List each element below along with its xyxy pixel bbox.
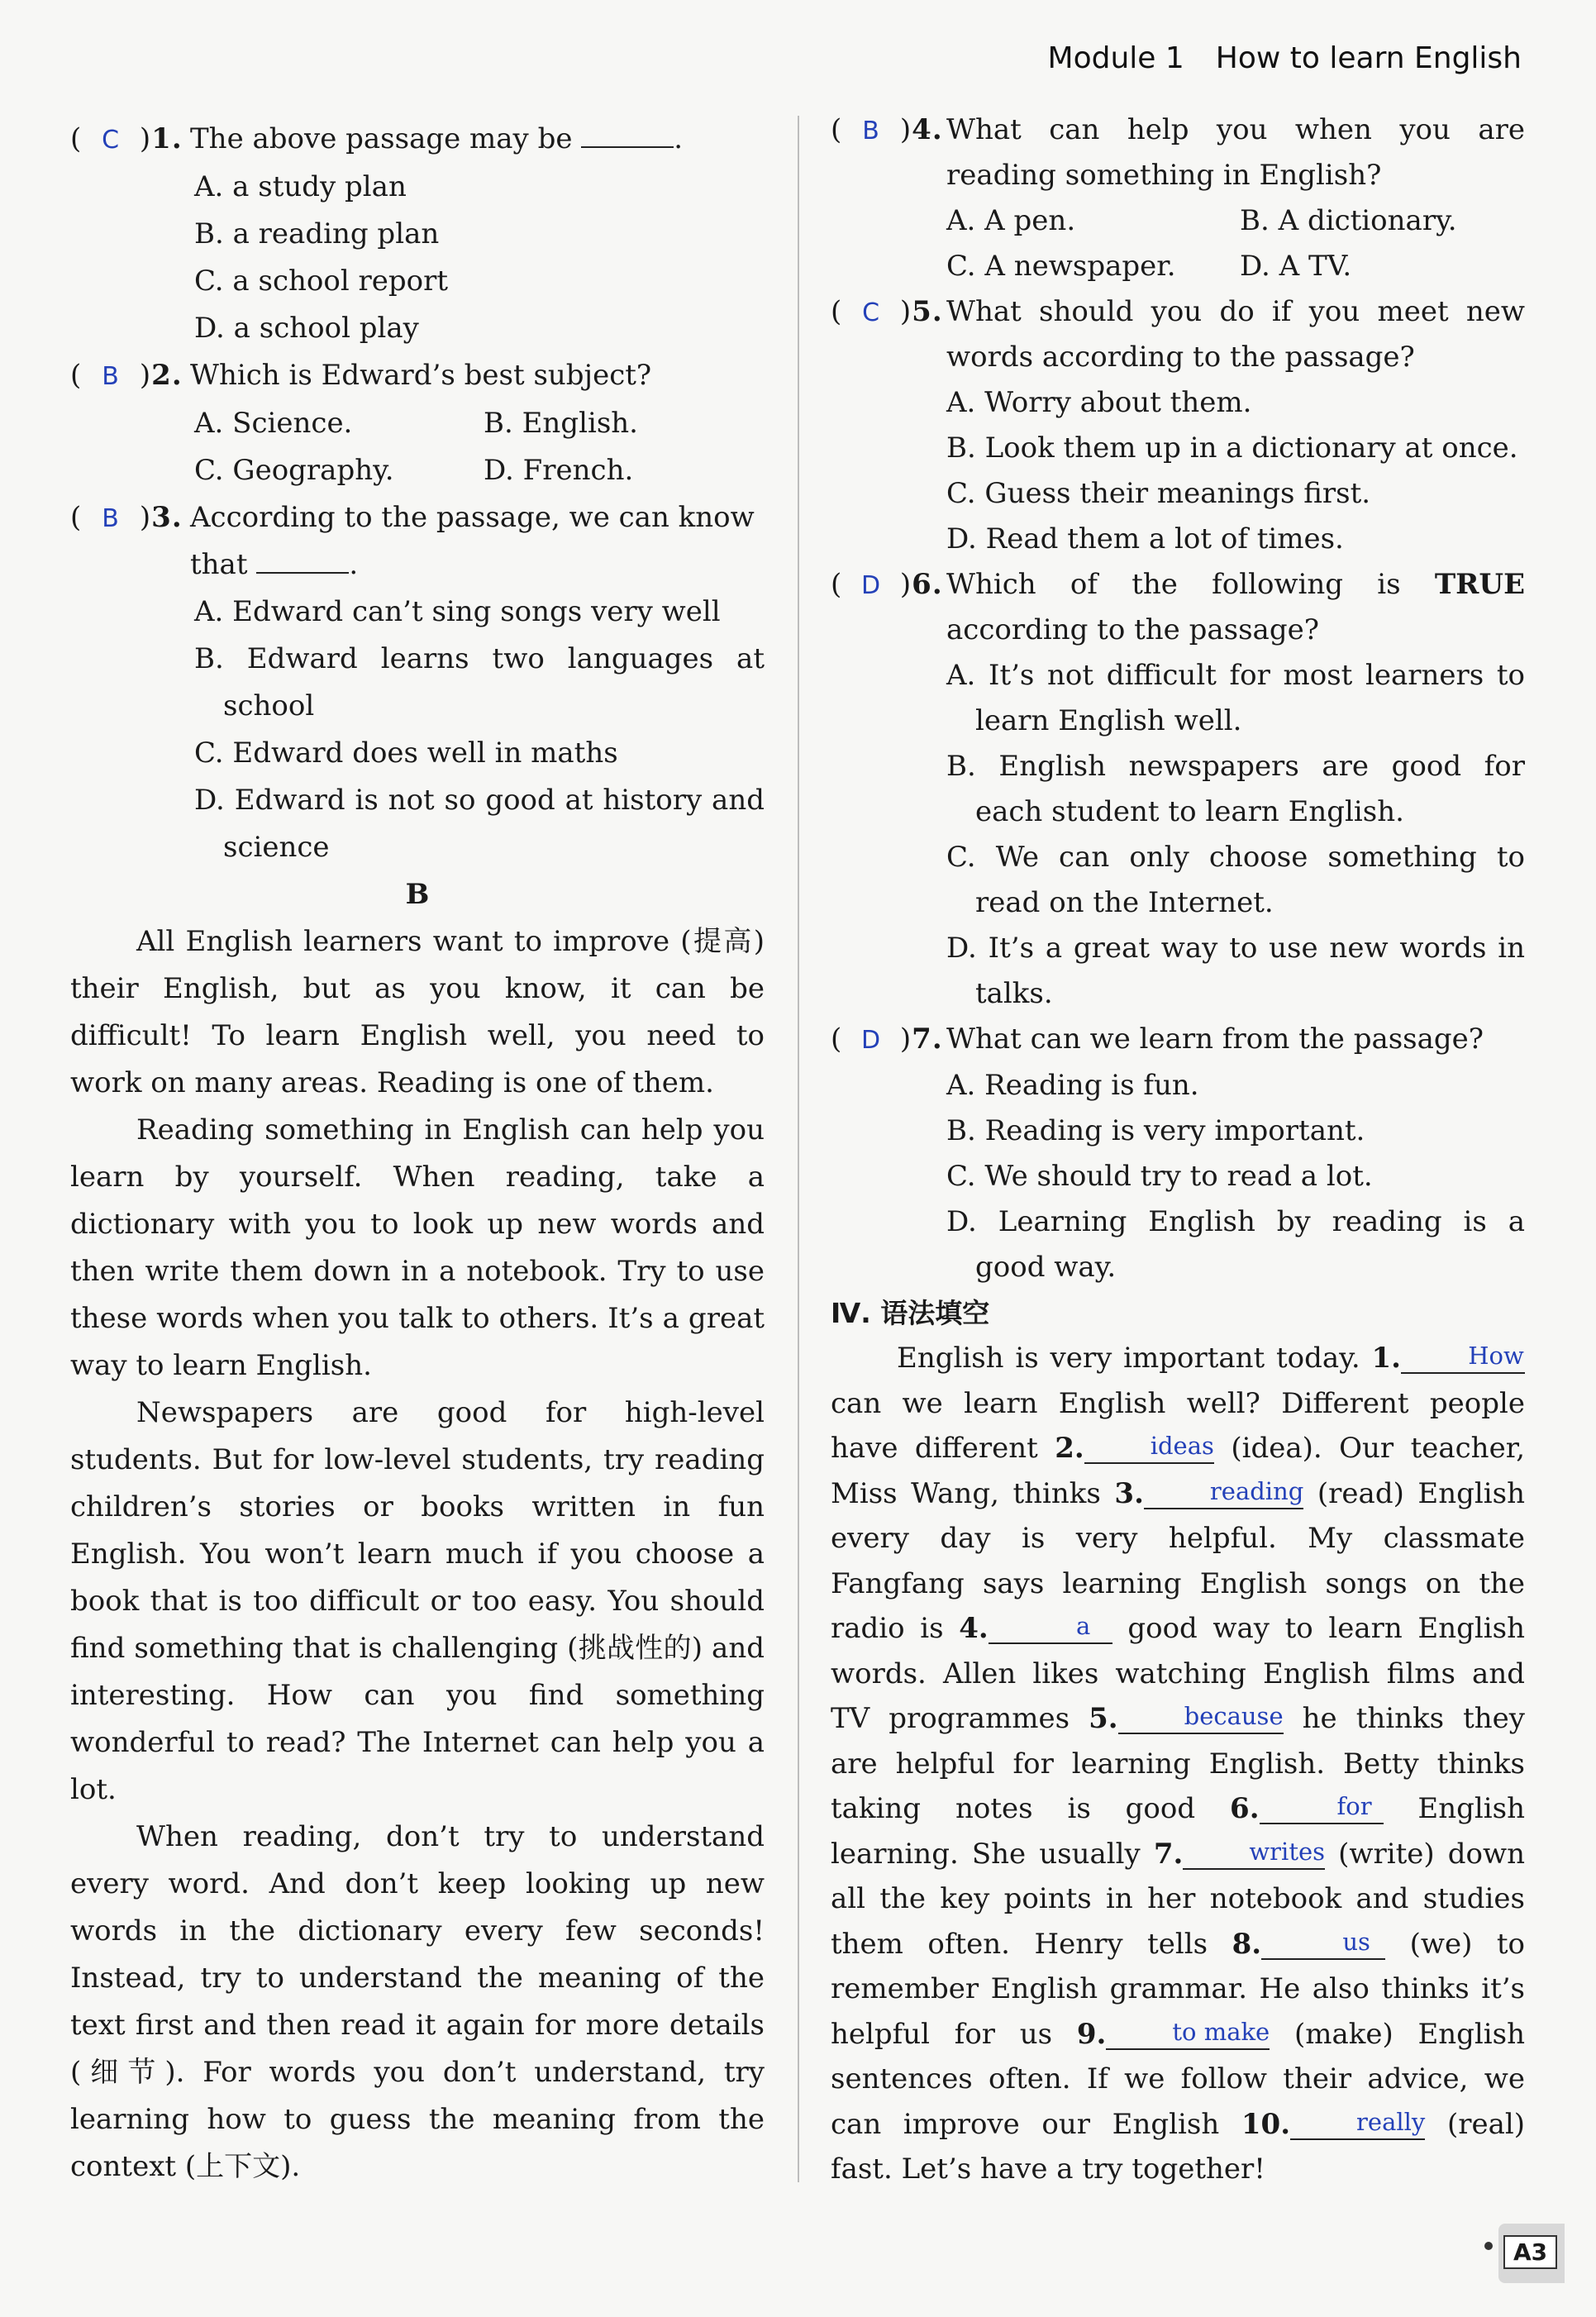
option: B. English newspapers are good for each student to learn English. [946, 750, 1525, 828]
option: A. It’s not difficult for most learners to learn English well. [946, 659, 1525, 737]
answer-3: B [102, 504, 120, 533]
passage-paragraph: When reading, don’t try to understand every word. And don’t keep looking up new words in the dictionary every few seconds! Instead, try to understand the meaning of the text first and then read it again for more details (细节). For words you don’t understand, try learning how to guess the meaning from the context (上下文). [70, 1820, 765, 2183]
answer-7: D [861, 1026, 882, 1055]
passage-title: B [405, 878, 430, 911]
page-marker-dot [1484, 2242, 1493, 2250]
option: C. Guess their meanings first. [946, 477, 1371, 510]
right-column [831, 107, 1525, 2192]
option: D. A TV. [1240, 250, 1352, 283]
option: C. We should try to read a lot. [946, 1160, 1373, 1193]
option: B. English. [484, 407, 638, 440]
option: B. Look them up in a dictionary at once. [946, 431, 1518, 465]
answer-4: B [862, 117, 880, 145]
question-3: ( B )3. According to the passage, we can know that . [70, 494, 765, 589]
option: D. Read them a lot of times. [946, 522, 1344, 555]
passage-paragraph: All English learners want to improve (提高) their English, but as you know, it can be difficult! To learn English well, you need to work on many areas. Reading is one of them. [70, 925, 765, 1099]
question-2: ( B )2. Which is Edward’s best subject? [70, 352, 765, 400]
fill-blank-6: for [1260, 1790, 1384, 1824]
passage-paragraph: Newspapers are good for high-level students. But for low-level students, try reading children’s stories or books written in fun English. You won’t learn much if you choose a book that is too difficult or too easy. You should find something that is challenging (挑战性的) and interesting. How can you find something wonderful to read? The Internet can help you a lot. [70, 1396, 765, 1806]
option: B. a reading plan [194, 217, 440, 250]
grammar-section-title: Ⅳ. 语法填空 [831, 1297, 990, 1329]
options-grid [831, 198, 1525, 289]
fill-blank-3: reading [1144, 1475, 1303, 1509]
option: B. Edward learns two languages at school [194, 642, 765, 722]
module-label: Module 1 [1047, 41, 1184, 75]
question-4: ( B )4. What can help you when you are reading something in English? [831, 107, 1525, 198]
option: B. Reading is very important. [946, 1114, 1365, 1147]
module-title: How to learn English [1215, 41, 1522, 75]
option: D. It’s a great way to use new words in talks. [946, 932, 1525, 1010]
answer-blank [256, 544, 349, 574]
fill-blank-2: ideas [1084, 1429, 1214, 1464]
fill-blank-9: to make [1106, 2015, 1270, 2050]
option: A. A pen. [946, 204, 1076, 237]
column-divider [798, 116, 799, 2182]
question-5: ( C )5. What should you do if you meet new words according to the passage? [831, 289, 1525, 380]
option: B. A dictionary. [1240, 204, 1457, 237]
option: C. a school report [194, 265, 449, 298]
page-header [1048, 41, 1522, 75]
question-6: ( D )6. Which of the following is TRUE according to the passage? [831, 562, 1525, 653]
question-7: ( D )7. What can we learn from the passage? [831, 1017, 1525, 1063]
option: C. Geography. [194, 454, 394, 487]
option: A. Reading is fun. [946, 1069, 1199, 1102]
fill-blank-5: because [1118, 1700, 1284, 1734]
option: A. a study plan [194, 170, 407, 203]
answer-1: C [102, 126, 121, 155]
left-column [70, 116, 765, 2191]
option: D. a school play [194, 312, 419, 345]
fill-blank-8: us [1261, 1925, 1385, 1960]
option: C. Edward does well in maths [194, 737, 618, 770]
answer-2: B [102, 362, 120, 391]
option: A. Worry about them. [946, 386, 1252, 419]
answer-blank [581, 118, 674, 148]
passage-paragraph: Reading something in English can help you learn by yourself. When reading, take a dictionary with you to look up new words and then write them down in a notebook. Try to use these words when you talk to others. It’s a great way to learn English. [70, 1113, 765, 1382]
option: A. Science. [194, 407, 353, 440]
fill-blank-4: a [989, 1609, 1112, 1644]
option: C. A newspaper. [946, 250, 1176, 283]
option: D. French. [484, 454, 634, 487]
page-number: A3 [1503, 2235, 1557, 2269]
option: A. Edward can’t sing songs very well [194, 595, 721, 628]
fill-blank-7: writes [1183, 1835, 1325, 1870]
answer-6: D [861, 571, 882, 600]
option: D. Learning English by reading is a good way. [946, 1205, 1525, 1284]
option: D. Edward is not so good at history and science [194, 784, 765, 864]
question-1: ( C )1. The above passage may be . [70, 116, 765, 164]
fill-blank-10: really [1290, 2105, 1425, 2140]
answer-5: C [862, 298, 881, 327]
option: C. We can only choose something to read on the Internet. [946, 841, 1525, 919]
options-grid [70, 400, 765, 494]
fill-blank-1: How [1401, 1339, 1525, 1374]
page-number-tab [1498, 2224, 1565, 2283]
grammar-passage: English is very important today. 1. How can we learn English well? Different people have different 2. ideas (idea). Our teacher, Miss Wang, thinks 3. reading (read) English every day is very helpful. My classmate Fangfang says learning English songs on the radio is 4. a good way to learn English words. Allen likes watching English films and TV programmes 5. because he thinks they are helpful for learning English. Betty thinks taking notes is good 6. for English learning. She usually 7. writes (write) down all the key points in her notebook and studies them often. Henry tells 8. us (we) to remember English grammar. He also thinks it’s helpful for us 9. to make (make) English sentences often. If we follow their advice, we can improve our English 10. really (real) fast. Let’s have a try together! [831, 1336, 1525, 2192]
